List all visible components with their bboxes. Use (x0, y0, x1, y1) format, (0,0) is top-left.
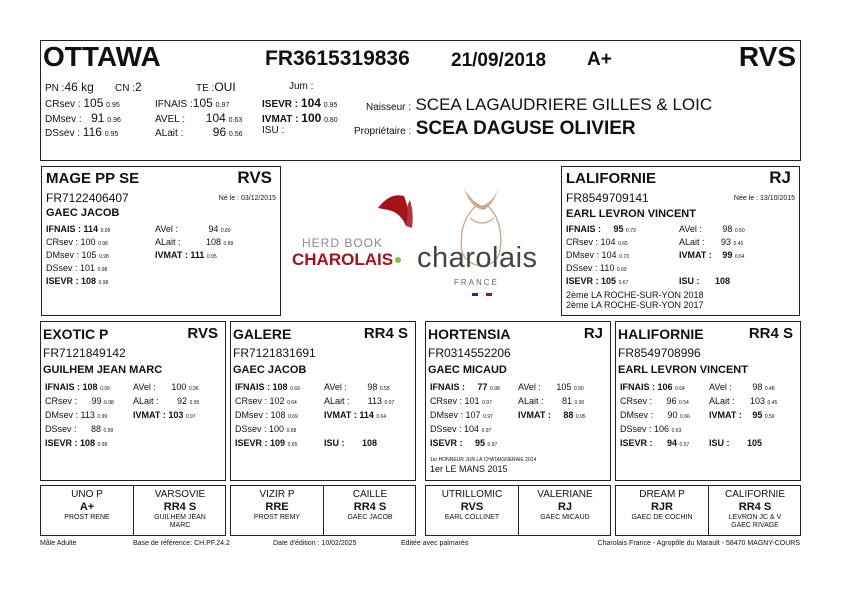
grandparent-name: HORTENSIA (428, 326, 511, 342)
footer-base: Base de référence: CH.PF.24.2 (133, 540, 230, 547)
sire-avel: AVel : 94 0.89 (155, 224, 231, 234)
ivmat-value: 100 (301, 111, 322, 125)
grandparent-panel (615, 321, 801, 481)
dam-birth: Née le : 13/10/2015 (733, 195, 795, 202)
grandparent-dmsev: DMsev : 108 0.69 (235, 410, 298, 420)
sire-dmsev: DMsev : 105 0.98 (46, 250, 109, 260)
sire-owner: GAEC JACOB (46, 207, 120, 219)
great-grandparent-owner: PROST REMY (253, 514, 301, 521)
grandparent-isu: ISU : 105 (709, 438, 763, 448)
grandparent-avel: AVel : 105 0.90 (518, 382, 584, 392)
dam-isu: ISU : 108 (679, 276, 731, 286)
grandparent-dmsev: DMsev : 113 0.99 (45, 410, 108, 420)
avel-label: AVEL : (155, 114, 186, 125)
cn-label: CN : (115, 83, 135, 94)
isevr-coef: 0.95 (323, 102, 338, 109)
grandparent-crsev: CRsev : 96 0.54 (620, 396, 689, 406)
grandparent-id: FR8549708996 (618, 346, 701, 360)
great-grandparents-pair (425, 485, 611, 536)
dssev-label: DSsev : (45, 128, 81, 139)
great-grandparent-name: UNO P (71, 489, 103, 500)
ifnais-coef: 0.97 (215, 102, 230, 109)
dam-avel: AVel : 98 0.50 (679, 224, 745, 234)
dssev-coef: 0.95 (104, 131, 119, 138)
great-grandparent-name: VARSOVIE (154, 489, 206, 500)
great-grandparents-pair (615, 485, 801, 536)
grandparent-award: 1er LE MANS 2015 (430, 464, 508, 474)
herd-book-line1: HERD BOOK (302, 236, 384, 250)
grandparent-isevr: ISEVR : 94 0.57 (620, 438, 690, 448)
ivmat-field (262, 111, 338, 125)
breeder-value: SCEA LAGAUDRIERE GILLES & LOIC (415, 95, 713, 114)
great-grandparent-qualification: RR4 S (353, 501, 387, 513)
great-grandparent-qualification: A+ (79, 501, 95, 513)
grandparent-panel (230, 321, 416, 481)
grandparent-avel: AVel : 98 0.48 (709, 382, 775, 392)
dam-ifnais: IFNAIS : 95 0.73 (566, 224, 636, 234)
great-grandparent-owner: GAEC JACOB (347, 514, 393, 521)
great-grandparent-owner: PROST RENE (64, 514, 110, 521)
great-grandparent-name: VIZIR P (259, 489, 295, 500)
ifnais-label: IFNAIS : (155, 99, 193, 110)
crsev-value: 105 (83, 96, 104, 110)
footer-date: Date d'édition : 10/02/2025 (273, 540, 357, 547)
pn-label: PN : (45, 83, 65, 94)
dam-award: 2ème LA ROCHE-SUR-YON 2017 (566, 300, 704, 310)
alait-value: 96 (212, 125, 227, 139)
sire-alait: ALait : 108 0.89 (155, 237, 234, 247)
avel-value: 104 (205, 111, 226, 125)
great-grandparent-cell (134, 486, 226, 535)
herd-book-dot-icon (395, 257, 401, 263)
isevr-label: ISEVR : (262, 99, 299, 110)
grandparent-crsev: CRsev : 101 0.97 (430, 396, 492, 406)
great-grandparents-pair (40, 485, 226, 536)
alait-coef: 0.56 (228, 131, 243, 138)
great-grandparent-name: CAILLE (352, 489, 388, 500)
charolais-wordmark: charolais (417, 242, 538, 274)
dam-isevr: ISEVR : 105 0.67 (566, 276, 629, 286)
great-grandparent-qualification: RJ (557, 501, 573, 513)
grandparent-alait: ALait : 81 0.90 (518, 396, 585, 406)
sire-ifnais: IFNAIS : 114 0.99 (46, 224, 111, 234)
great-grandparent-qualification: RVS (460, 501, 484, 513)
grandparent-panel (40, 321, 226, 481)
animal-id: FR3615319836 (265, 47, 410, 70)
isevr-field (262, 96, 337, 110)
footer-palmares: Editée avec palmarès (401, 540, 469, 547)
pn-field (45, 80, 94, 94)
footer-sex: Mâle Adulte (40, 540, 77, 547)
grandparent-alait: ALait : 103 0.45 (709, 396, 778, 406)
grandparent-dssev: DSsev : 100 0.68 (235, 424, 297, 434)
ifnais-field (155, 96, 229, 110)
grandparent-id: FR7121849142 (43, 346, 126, 360)
dam-dssev: DSsev : 110 0.69 (566, 263, 627, 273)
jum-field (289, 81, 313, 92)
sire-birth: Né le : 03/12/2015 (218, 195, 276, 202)
grandparent-name: GALERE (233, 326, 292, 342)
ivmat-label: IVMAT : (262, 114, 299, 125)
great-grandparent-owner: GAEC DE COCHIN (631, 514, 693, 521)
grandparent-ifnais: IFNAIS : 108 0.99 (45, 382, 110, 392)
cn-value: 2 (135, 80, 142, 94)
owner-label: Propriétaire : (354, 126, 412, 137)
dssev-field (45, 125, 118, 139)
sire-crsev: CRsev : 100 0.98 (46, 237, 108, 247)
dmsev-label: DMsev : (45, 114, 82, 125)
ivmat-coef: 0.80 (324, 117, 338, 124)
isu-label: ISU : (262, 125, 285, 136)
grandparent-id: FR0314552206 (428, 346, 511, 360)
grandparent-name: EXOTIC P (43, 326, 109, 342)
animal-header-panel (40, 40, 801, 161)
grandparent-dssev: DSsev : 88 0.99 (45, 424, 114, 434)
great-grandparent-cell (41, 486, 133, 535)
alait-label: ALait : (155, 128, 184, 139)
grandparent-ifnais: IFNAIS : 77 0.98 (430, 382, 500, 392)
sire-qualification: RVS (237, 168, 272, 187)
great-grandparent-cell (426, 486, 518, 535)
cn-field (115, 80, 142, 94)
sire-dssev: DSsev : 101 0.98 (46, 263, 108, 273)
great-grandparent-name: DREAM P (639, 489, 685, 500)
grandparent-ivmat: IVMAT : 114 0.64 (324, 410, 387, 420)
grandparent-qualification: RR4 S (363, 325, 408, 342)
te-value: OUI (214, 80, 236, 94)
dam-owner: EARL LEVRON VINCENT (566, 208, 696, 220)
grandparent-avel: AVel : 100 0.96 (133, 382, 199, 392)
grandparent-alait: ALait : 92 0.95 (133, 396, 200, 406)
grandparent-ivmat: IVMAT : 103 0.97 (133, 410, 196, 420)
great-grandparent-qualification: RR4 S (163, 501, 197, 513)
grandparent-isevr: ISEVR : 108 0.99 (45, 438, 108, 448)
grandparent-owner: GUILHEM JEAN MARC (43, 364, 163, 376)
grandparent-ifnais: IFNAIS : 106 0.64 (620, 382, 685, 392)
te-label: TE : (196, 83, 215, 94)
jum-label: Jum : (289, 81, 314, 92)
charolais-france: FRANCE (454, 278, 499, 287)
avel-coef: 0.63 (228, 117, 243, 124)
dmsev-coef: 0.96 (107, 117, 121, 124)
dam-award: 2ème LA ROCHE-SUR-YON 2018 (566, 290, 704, 300)
owner-field (354, 118, 636, 140)
grandparent-dssev: DSsev : 104 0.97 (430, 424, 492, 434)
te-field (196, 80, 236, 94)
dam-qualification: RJ (769, 168, 791, 187)
isu-field (262, 125, 284, 136)
crsev-label: CRsev : (45, 99, 81, 110)
great-grandparent-qualification: RRE (265, 501, 289, 513)
grandparent-isevr: ISEVR : 95 0.97 (430, 438, 498, 448)
animal-grade: A+ (587, 49, 612, 70)
great-grandparent-cell (519, 486, 611, 535)
great-grandparent-owner: LEVRON JC & V GAEC RIVAGE (728, 514, 782, 529)
great-grandparent-name: CALIFORNIE (724, 489, 785, 500)
great-grandparent-qualification: RJR (650, 501, 673, 513)
owner-value: SCEA DAGUSE OLIVIER (415, 118, 636, 139)
grandparent-owner: GAEC JACOB (233, 364, 307, 376)
footer-organization: Charolais France - Agropôle du Marault - 58470 MAGNY-COURS (597, 540, 800, 547)
sire-isevr: ISEVR : 108 0.98 (46, 276, 109, 286)
ifnais-value: 105 (192, 96, 213, 110)
alait-field (155, 125, 243, 139)
grandparent-qualification: RVS (187, 325, 218, 342)
logo-area (286, 170, 558, 310)
great-grandparent-name: VALERIANE (537, 489, 593, 500)
grandparent-dmsev: DMsev : 107 0.97 (430, 410, 493, 420)
dssev-value: 116 (82, 125, 102, 139)
animal-qualification: RVS (738, 41, 796, 72)
grandparent-ivmat: IVMAT : 88 0.95 (518, 410, 586, 420)
great-grandparent-owner: GUILHEM JEAN MARC (154, 514, 206, 529)
sire-panel (41, 166, 281, 316)
dam-name: LALIFORNIE (566, 170, 656, 187)
isevr-value: 104 (300, 96, 321, 110)
dam-ivmat: IVMAT : 99 0.64 (679, 250, 745, 260)
grandparent-qualification: RR4 S (748, 325, 793, 342)
pn-value: 46 kg (64, 80, 94, 94)
dam-alait: ALait : 93 0.45 (679, 237, 744, 247)
crsev-field (45, 96, 120, 110)
dam-crsev: CRsev : 104 0.65 (566, 237, 628, 247)
avel-field (155, 111, 242, 125)
great-grandparent-owner: GAEC MICAUD (540, 514, 590, 521)
grandparent-owner: EARL LEVRON VINCENT (618, 364, 748, 376)
great-grandparent-cell (231, 486, 323, 535)
grandparent-award-small: 1er HONNEUR JUN LA CHATAIGNERAIE 2014 (430, 457, 537, 463)
grandparent-id: FR7121831691 (233, 346, 316, 360)
grandparent-crsev: CRsev : 102 0.64 (235, 396, 297, 406)
grandparent-alait: ALait : 113 0.57 (324, 396, 395, 406)
dam-id: FR8549709141 (566, 191, 649, 205)
breeder-label: Naisseur : (366, 102, 412, 113)
animal-birth-date: 21/09/2018 (451, 50, 547, 71)
great-grandparent-cell (324, 486, 416, 535)
great-grandparent-cell (709, 486, 801, 535)
grandparent-ivmat: IVMAT : 95 0.59 (709, 410, 775, 420)
sire-id: FR7122406407 (46, 191, 129, 205)
dam-panel (561, 166, 800, 316)
great-grandparent-owner: EARL COLLINET (444, 514, 500, 521)
grandparent-isevr: ISEVR : 109 0.65 (235, 438, 298, 448)
grandparent-dssev: DSsev : 106 0.63 (620, 424, 682, 434)
grandparent-dmsev: DMsev : 90 0.66 (620, 410, 690, 420)
herd-book-line2: CHAROLAIS (292, 250, 394, 269)
grandparent-isu: ISU : 108 (324, 438, 378, 448)
great-grandparent-qualification: RR4 S (738, 501, 772, 513)
dmsev-value: 91 (91, 111, 105, 125)
dam-dmsev: DMsev : 104 0.73 (566, 250, 629, 260)
breeder-field (366, 95, 712, 115)
grandparent-owner: GAEC MICAUD (428, 364, 507, 376)
grandparent-crsev: CRsev : 99 0.98 (45, 396, 114, 406)
great-grandparents-pair (230, 485, 416, 536)
grandparent-panel (425, 321, 611, 481)
dmsev-field (45, 111, 121, 125)
great-grandparent-name: UTRILLOMIC (441, 489, 503, 500)
grandparent-avel: AVel : 98 0.58 (324, 382, 390, 392)
grandparent-ifnais: IFNAIS : 108 0.69 (235, 382, 300, 392)
great-grandparent-cell (616, 486, 708, 535)
animal-name: OTTAWA (43, 41, 161, 72)
grandparent-name: HALIFORNIE (618, 326, 704, 342)
crsev-coef: 0.95 (106, 102, 120, 109)
sire-ivmat: IVMAT : 111 0.95 (155, 250, 217, 260)
sire-name: MAGE PP SE (46, 170, 140, 187)
grandparent-qualification: RJ (583, 325, 603, 342)
